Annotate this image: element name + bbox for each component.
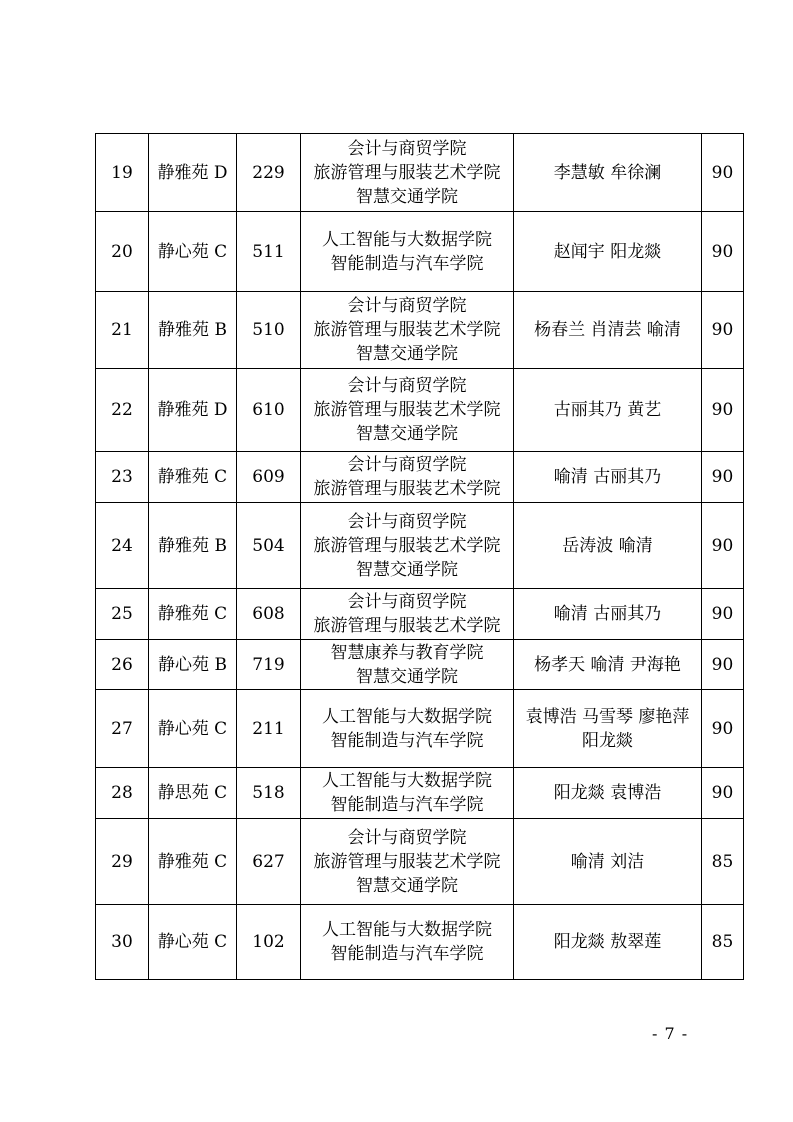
score-cell: 90 xyxy=(702,768,744,819)
table-row xyxy=(96,768,744,819)
person-names: 杨孝天 喻清 尹海艳 xyxy=(534,654,681,675)
building-cell: 静心苑 C xyxy=(149,212,237,292)
room-cell: 610 xyxy=(237,369,301,452)
row-number-cell: 21 xyxy=(96,292,149,369)
names-cell xyxy=(514,905,702,980)
college-name: 会计与商贸学院 xyxy=(347,511,467,532)
row-number-cell: 30 xyxy=(96,905,149,980)
person-names: 阳龙燚 xyxy=(582,730,633,751)
college-name: 智能制造与汽车学院 xyxy=(330,253,484,274)
table-row xyxy=(96,452,744,503)
score-cell: 90 xyxy=(702,292,744,369)
score-cell: 90 xyxy=(702,134,744,212)
names-cell xyxy=(514,369,702,452)
building-cell: 静雅苑 B xyxy=(149,292,237,369)
room-cell: 229 xyxy=(237,134,301,212)
room-cell: 627 xyxy=(237,819,301,905)
colleges-cell xyxy=(301,640,514,690)
names-cell xyxy=(514,819,702,905)
person-names: 古丽其乃 黄艺 xyxy=(553,400,662,420)
row-number-cell: 23 xyxy=(96,452,149,503)
person-names: 赵闻宇 阳龙燚 xyxy=(553,241,662,262)
names-cell xyxy=(514,589,702,640)
dormitory-score-table xyxy=(95,133,744,980)
college-name: 会计与商贸学院 xyxy=(347,296,467,316)
room-cell: 510 xyxy=(237,292,301,369)
score-cell: 90 xyxy=(702,589,744,640)
person-names: 杨春兰 肖清芸 喻清 xyxy=(534,320,681,340)
college-name: 旅游管理与服装艺术学院 xyxy=(313,616,501,636)
college-name: 智慧交通学院 xyxy=(356,875,458,896)
table-row xyxy=(96,212,744,292)
person-names: 袁博浩 马雪琴 廖艳萍 xyxy=(525,706,690,727)
college-name: 会计与商贸学院 xyxy=(347,592,467,612)
row-number-cell: 28 xyxy=(96,768,149,819)
colleges-cell xyxy=(301,503,514,589)
table-row xyxy=(96,690,744,768)
building-cell: 静思苑 C xyxy=(149,768,237,819)
college-name: 会计与商贸学院 xyxy=(347,455,467,475)
room-cell: 511 xyxy=(237,212,301,292)
college-name: 旅游管理与服装艺术学院 xyxy=(313,320,501,340)
college-name: 智慧交通学院 xyxy=(356,559,458,580)
score-cell: 85 xyxy=(702,819,744,905)
person-names: 岳涛波 喻清 xyxy=(562,535,653,556)
room-cell: 608 xyxy=(237,589,301,640)
colleges-cell xyxy=(301,819,514,905)
score-cell: 90 xyxy=(702,640,744,690)
row-number-cell: 24 xyxy=(96,503,149,589)
row-number-cell: 20 xyxy=(96,212,149,292)
table-row xyxy=(96,905,744,980)
person-names: 喻清 古丽其乃 xyxy=(553,467,662,487)
building-cell: 静心苑 B xyxy=(149,640,237,690)
college-name: 人工智能与大数据学院 xyxy=(322,706,492,727)
person-names: 喻清 刘洁 xyxy=(570,851,645,872)
building-cell: 静雅苑 C xyxy=(149,452,237,503)
colleges-cell xyxy=(301,690,514,768)
names-cell xyxy=(514,768,702,819)
names-cell xyxy=(514,134,702,212)
college-name: 人工智能与大数据学院 xyxy=(322,229,492,250)
names-cell xyxy=(514,292,702,369)
college-name: 旅游管理与服装艺术学院 xyxy=(313,851,501,872)
colleges-cell xyxy=(301,768,514,819)
building-cell: 静心苑 C xyxy=(149,905,237,980)
person-names: 李慧敏 牟徐澜 xyxy=(553,162,662,183)
building-cell: 静心苑 C xyxy=(149,690,237,768)
college-name: 会计与商贸学院 xyxy=(347,138,467,159)
score-cell: 90 xyxy=(702,212,744,292)
colleges-cell xyxy=(301,212,514,292)
college-name: 旅游管理与服装艺术学院 xyxy=(313,535,501,556)
colleges-cell xyxy=(301,589,514,640)
college-name: 旅游管理与服装艺术学院 xyxy=(313,400,501,420)
college-name: 智慧交通学院 xyxy=(356,186,458,207)
college-name: 人工智能与大数据学院 xyxy=(322,920,492,940)
building-cell: 静雅苑 B xyxy=(149,503,237,589)
person-names: 阳龙燚 袁博浩 xyxy=(553,783,662,803)
college-name: 会计与商贸学院 xyxy=(347,376,467,396)
colleges-cell xyxy=(301,134,514,212)
score-cell: 85 xyxy=(702,905,744,980)
building-cell: 静雅苑 C xyxy=(149,819,237,905)
table-body xyxy=(96,134,744,980)
table-row xyxy=(96,640,744,690)
names-cell xyxy=(514,690,702,768)
room-cell: 609 xyxy=(237,452,301,503)
row-number-cell: 25 xyxy=(96,589,149,640)
table-row xyxy=(96,819,744,905)
college-name: 智慧交通学院 xyxy=(356,424,458,444)
college-name: 智慧交通学院 xyxy=(356,344,458,364)
college-name: 会计与商贸学院 xyxy=(347,827,467,848)
row-number-cell: 26 xyxy=(96,640,149,690)
table-row xyxy=(96,503,744,589)
table-row xyxy=(96,134,744,212)
room-cell: 518 xyxy=(237,768,301,819)
row-number-cell: 29 xyxy=(96,819,149,905)
row-number-cell: 27 xyxy=(96,690,149,768)
college-name: 智慧康养与教育学院 xyxy=(330,642,484,663)
score-cell: 90 xyxy=(702,369,744,452)
college-name: 人工智能与大数据学院 xyxy=(322,771,492,791)
colleges-cell xyxy=(301,452,514,503)
colleges-cell xyxy=(301,369,514,452)
colleges-cell xyxy=(301,905,514,980)
building-cell: 静雅苑 D xyxy=(149,369,237,452)
college-name: 智能制造与汽车学院 xyxy=(330,730,484,751)
names-cell xyxy=(514,640,702,690)
person-names: 阳龙燚 敖翠莲 xyxy=(553,932,662,952)
names-cell xyxy=(514,503,702,589)
college-name: 智慧交通学院 xyxy=(356,666,458,687)
score-cell: 90 xyxy=(702,503,744,589)
room-cell: 211 xyxy=(237,690,301,768)
names-cell xyxy=(514,452,702,503)
names-cell xyxy=(514,212,702,292)
room-cell: 102 xyxy=(237,905,301,980)
score-cell: 90 xyxy=(702,452,744,503)
college-name: 智能制造与汽车学院 xyxy=(330,944,484,964)
table-row xyxy=(96,589,744,640)
row-number-cell: 22 xyxy=(96,369,149,452)
page-number: - 7 - xyxy=(652,1024,689,1043)
room-cell: 504 xyxy=(237,503,301,589)
row-number-cell: 19 xyxy=(96,134,149,212)
college-name: 智能制造与汽车学院 xyxy=(330,795,484,815)
table-row xyxy=(96,292,744,369)
building-cell: 静雅苑 C xyxy=(149,589,237,640)
colleges-cell xyxy=(301,292,514,369)
college-name: 旅游管理与服装艺术学院 xyxy=(313,162,501,183)
score-cell: 90 xyxy=(702,690,744,768)
table-row xyxy=(96,369,744,452)
college-name: 旅游管理与服装艺术学院 xyxy=(313,479,501,499)
room-cell: 719 xyxy=(237,640,301,690)
person-names: 喻清 古丽其乃 xyxy=(553,604,662,624)
building-cell: 静雅苑 D xyxy=(149,134,237,212)
